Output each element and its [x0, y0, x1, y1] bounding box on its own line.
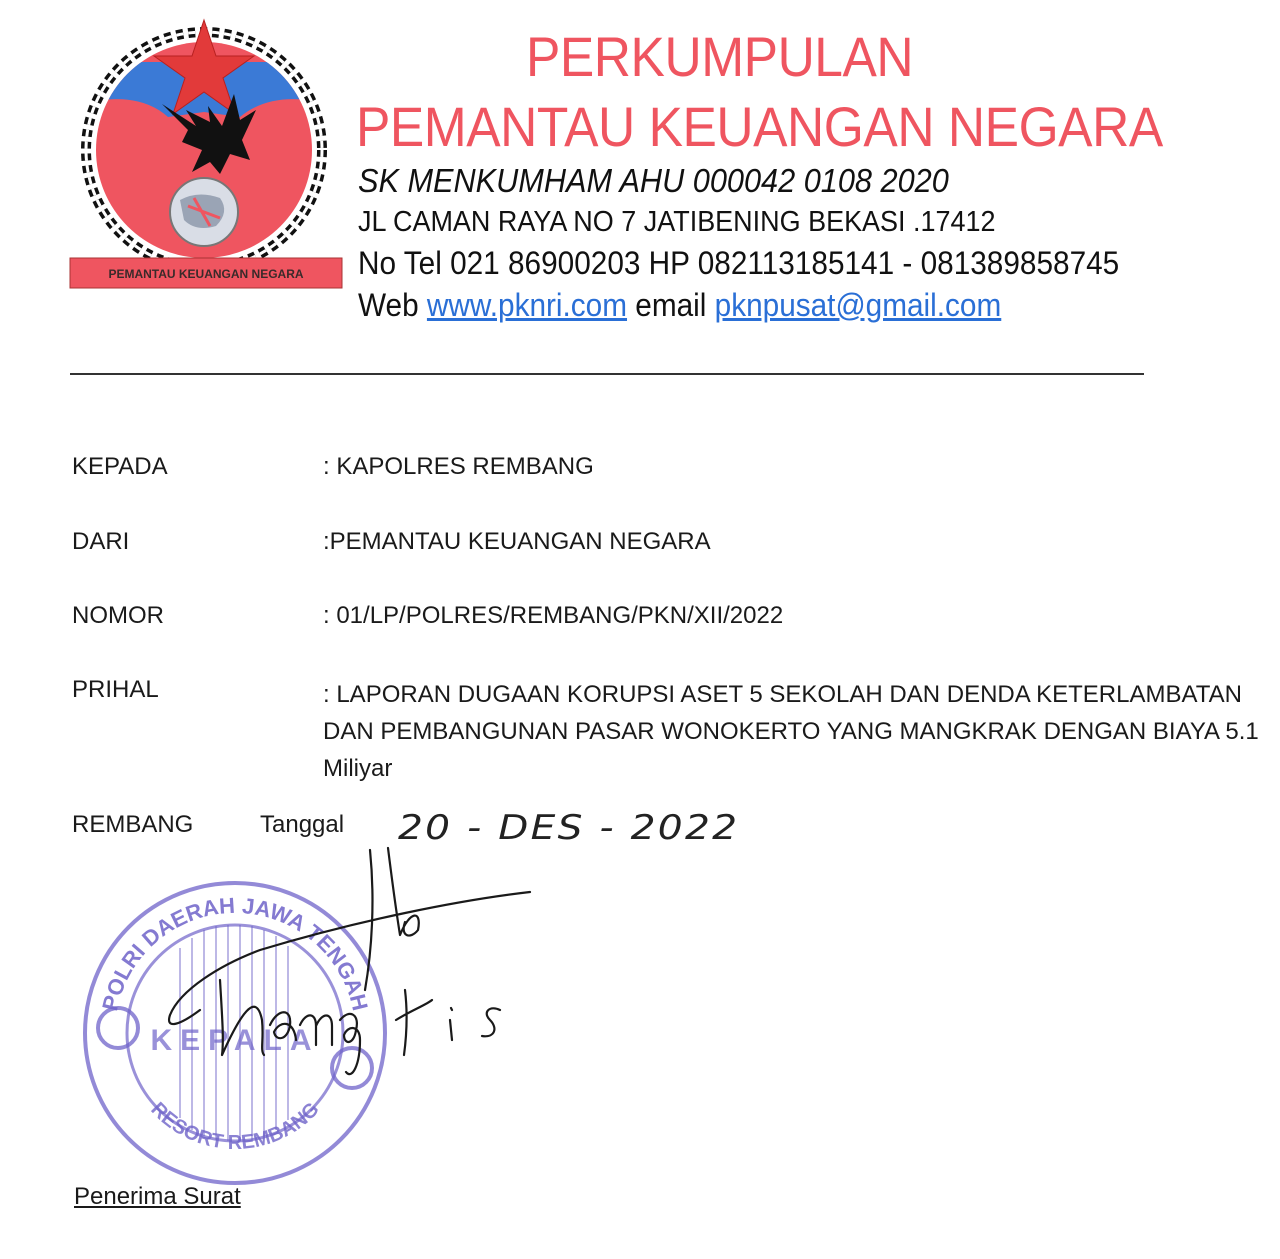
stamp-bottom-text: RESORT REMBANG: [146, 1098, 324, 1154]
receiver-label: Penerima Surat: [74, 1183, 241, 1210]
prihal-label: PRIHAL: [72, 676, 159, 703]
email-prefix: email: [635, 287, 707, 323]
web-prefix: Web: [358, 287, 419, 323]
sk-number: SK MENKUMHAM AHU 000042 0108 2020: [358, 162, 949, 199]
nomor-value: : 01/LP/POLRES/REMBANG/PKN/XII/2022: [323, 602, 784, 629]
handwritten-signature: [160, 827, 560, 1080]
stamp-top-text: POLRI DAERAH JAWA TENGAH: [97, 892, 373, 1014]
address: JL CAMAN RAYA NO 7 JATIBENING BEKASI .17412: [358, 206, 996, 238]
signature-name: Nanang Hari S: [160, 827, 265, 844]
website-link[interactable]: www.pknri.com: [426, 287, 628, 323]
dari-label: DARI: [72, 528, 130, 555]
prihal-value: : LAPORAN DUGAAN KORUPSI ASET 5 SEKOLAH DAN DENDA KETERLAMBATAN DAN PEMBANGUNAN PASAR WONOKERTO YANG MANGKRAK DENGAN BIAYA 5.1 Miliyar: [323, 681, 1259, 782]
email-link[interactable]: pknpusat@gmail.com: [714, 287, 1002, 323]
place-label: REMBANG: [72, 811, 194, 838]
police-emblem-left-icon: [98, 1008, 138, 1048]
header-divider: [70, 373, 1144, 375]
svg-text:RESORT REMBANG: [146, 1098, 323, 1154]
phone-line: No Tel 021 86900203 HP 082113185141 - 081389858745: [358, 245, 1120, 281]
nomor-label: NOMOR: [72, 602, 164, 629]
org-name-line2: PEMANTAU KEUANGAN NEGARA: [356, 95, 1163, 158]
kepada-label: KEPADA: [72, 453, 168, 480]
organization-logo: [70, 22, 342, 300]
handwritten-date: 20 - DES - 2022: [398, 808, 740, 848]
kepada-value: : KAPOLRES REMBANG: [323, 453, 594, 480]
logo-banner-text: PEMANTAU KEUANGAN NEGARA: [108, 267, 304, 281]
date-label: Tanggal: [260, 811, 345, 838]
org-name-line1: PERKUMPULAN: [526, 25, 914, 88]
web-email-line: [358, 287, 1001, 324]
stamp-center-text: KEPALA: [150, 1024, 320, 1057]
dari-value: :PEMANTAU KEUANGAN NEGARA: [323, 528, 711, 555]
